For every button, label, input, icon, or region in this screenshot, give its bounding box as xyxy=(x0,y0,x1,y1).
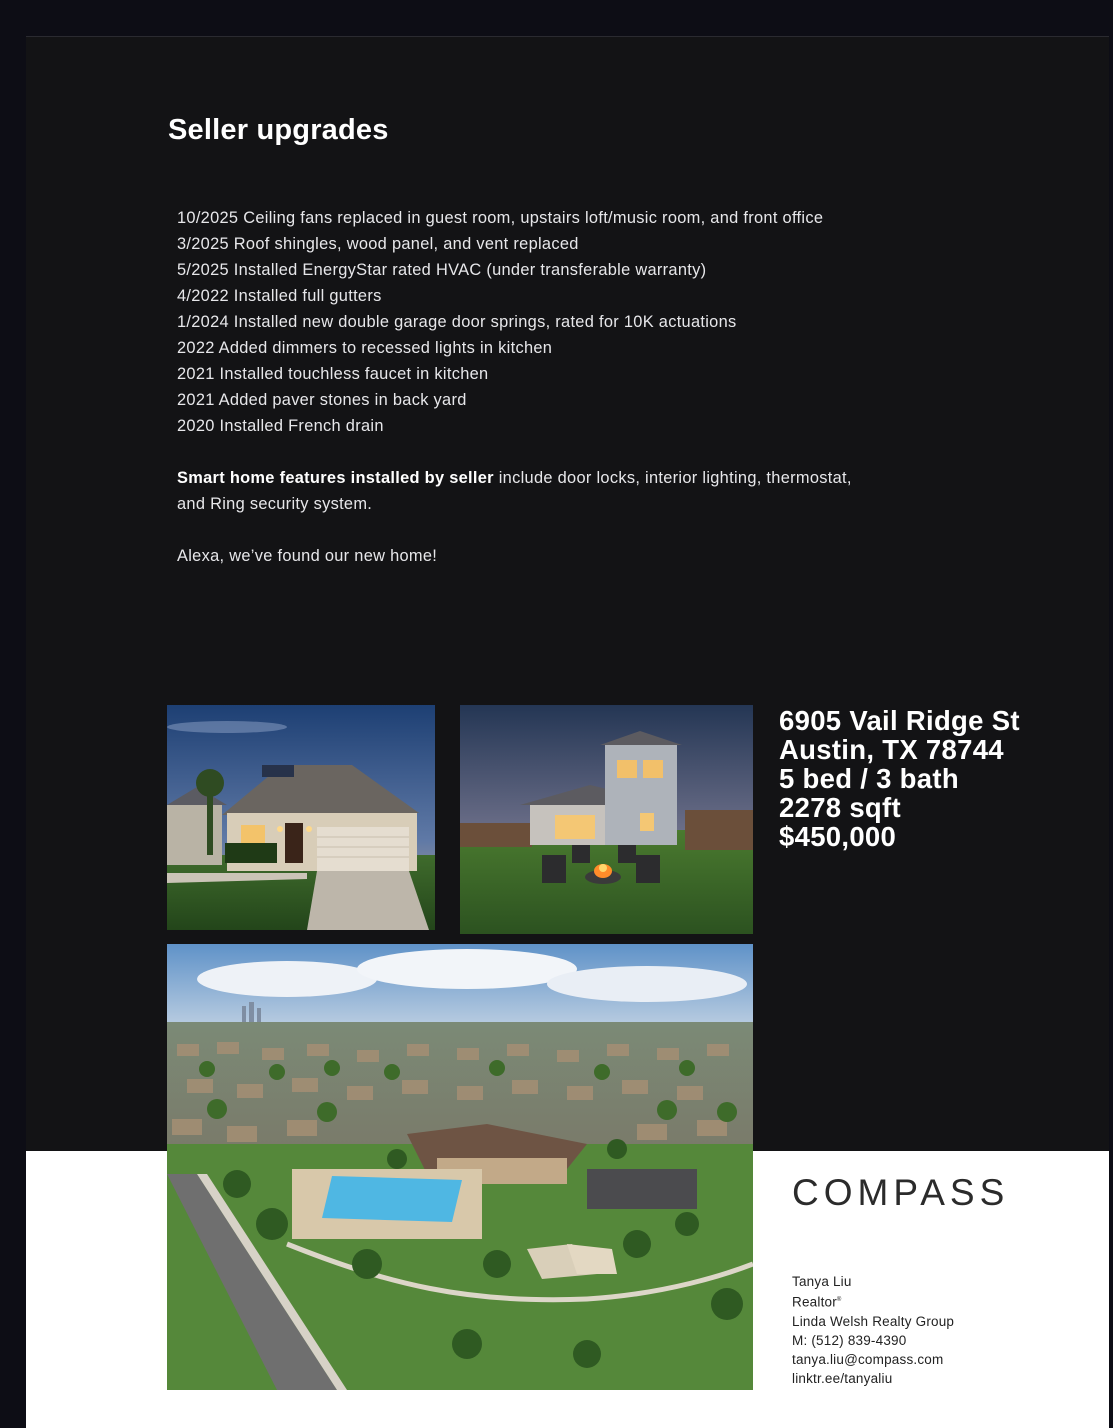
upgrade-item: 1/2024 Installed new double garage door springs, rated for 10K actuations xyxy=(177,313,737,331)
viewer-background-left xyxy=(0,0,26,1428)
compass-logo xyxy=(792,1172,1032,1214)
registered-mark: ® xyxy=(836,1297,842,1303)
agent-name: Tanya Liu xyxy=(792,1274,852,1289)
smart-home-detail: include door locks, interior lighting, thermostat, and Ring security system. xyxy=(177,469,852,513)
upgrade-item: 10/2025 Ceiling fans replaced in guest room, upstairs loft/music room, and front office xyxy=(177,209,824,227)
smart-home-paragraph xyxy=(177,465,867,517)
agent-group: Linda Welsh Realty Group xyxy=(792,1313,955,1329)
house-front-photo xyxy=(167,705,435,930)
agent-email[interactable]: tanya.liu@compass.com xyxy=(792,1351,944,1367)
upgrades-text xyxy=(177,205,867,569)
upgrade-item: 2020 Installed French drain xyxy=(177,417,384,435)
listing-summary xyxy=(779,706,1099,851)
listing-city: Austin, TX 78744 xyxy=(779,734,1004,765)
compass-logo-text: COMPASS xyxy=(792,1172,1010,1213)
upgrade-item: 5/2025 Installed EnergyStar rated HVAC (under transferable warranty) xyxy=(177,261,707,279)
upgrade-item: 4/2022 Installed full gutters xyxy=(177,287,382,305)
listing-sqft: 2278 sqft xyxy=(779,792,901,823)
community-aerial-photo xyxy=(167,944,753,1390)
viewer-background-top xyxy=(0,0,1113,36)
listing-price: $450,000 xyxy=(779,821,897,852)
smart-home-lead: Smart home features installed by seller xyxy=(177,469,494,487)
listing-street: 6905 Vail Ridge St xyxy=(779,705,1020,736)
agent-title: Realtor xyxy=(792,1294,837,1310)
agent-phone[interactable]: M: (512) 839-4390 xyxy=(792,1332,907,1348)
upgrade-item: 2021 Installed touchless faucet in kitchen xyxy=(177,365,489,383)
listing-beds-baths: 5 bed / 3 bath xyxy=(779,763,959,794)
closing-line: Alexa, we’ve found our new home! xyxy=(177,547,438,565)
backyard-photo xyxy=(460,705,753,934)
section-heading: Seller upgrades xyxy=(168,114,389,146)
upgrade-item: 2022 Added dimmers to recessed lights in kitchen xyxy=(177,339,553,357)
agent-link[interactable]: linktr.ee/tanyaliu xyxy=(792,1370,893,1386)
agent-contact-block xyxy=(792,1272,1022,1388)
agent-title-line xyxy=(792,1291,1022,1312)
upgrade-item: 2021 Added paver stones in back yard xyxy=(177,391,467,409)
viewer-background-right xyxy=(1109,0,1113,1428)
upgrades-list xyxy=(177,205,867,439)
upgrade-item: 3/2025 Roof shingles, wood panel, and vent replaced xyxy=(177,235,579,253)
